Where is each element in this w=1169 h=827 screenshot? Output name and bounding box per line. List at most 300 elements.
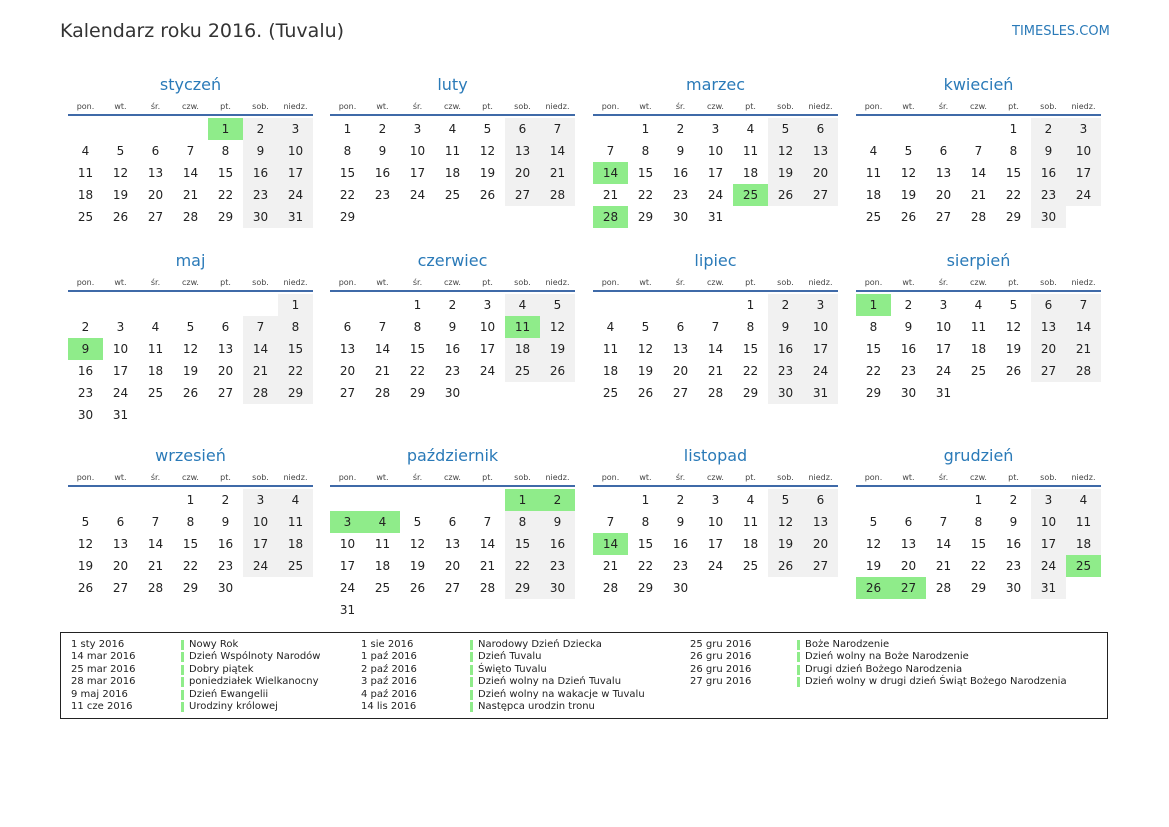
week-row [593, 360, 838, 382]
day-cell: 21 [147, 559, 164, 573]
day-cell: 13 [112, 537, 129, 551]
week-row [330, 382, 575, 404]
empty-day [505, 599, 540, 621]
weekday-label: śr. [412, 101, 423, 111]
holiday-name-text: Dzień wolny na Boże Narodzenie [805, 651, 969, 663]
day-cell: 3 [483, 298, 492, 312]
day-cell: 1 [208, 118, 243, 140]
day-cell: 10 [409, 144, 426, 158]
day-cell: 6 [676, 320, 685, 334]
day-cell: 10 [1066, 140, 1101, 162]
month-block [593, 443, 838, 599]
empty-day [926, 489, 961, 511]
day-cell: 19 [112, 188, 129, 202]
day-cell: 28 [182, 210, 199, 224]
day-cell: 26 [637, 386, 654, 400]
day-cell: 15 [217, 166, 234, 180]
day-cell: 21 [374, 364, 391, 378]
empty-day [856, 489, 891, 511]
day-cell: 10 [707, 144, 724, 158]
holiday-marker [470, 652, 473, 662]
day-cell: 29 [505, 577, 540, 599]
holiday-date: 1 sie 2016 [361, 639, 414, 650]
weekday-header [856, 469, 1101, 487]
weekday-label: czw. [182, 277, 199, 287]
day-cell: 1 [641, 493, 650, 507]
day-cell: 1 [278, 294, 313, 316]
weekday-label: pon. [338, 472, 357, 482]
holiday-name [470, 676, 645, 688]
day-cell: 30 [768, 382, 803, 404]
day-cell: 23 [444, 364, 461, 378]
holiday-date: 27 gru 2016 [690, 676, 752, 688]
day-cell: 28 [970, 210, 987, 224]
week-row [593, 294, 838, 316]
day-cell: 17 [935, 342, 952, 356]
day-cell: 27 [505, 184, 540, 206]
weekday-label: pon. [864, 472, 883, 482]
day-cell: 6 [803, 489, 838, 511]
weekday-label: sob. [514, 472, 531, 482]
empty-day [593, 489, 628, 511]
day-cell: 27 [1031, 360, 1066, 382]
week-row [68, 404, 313, 426]
day-cell: 25 [733, 184, 768, 206]
empty-day [961, 118, 996, 140]
day-cell: 22 [1005, 188, 1022, 202]
weekday-label: śr. [675, 101, 686, 111]
day-cell: 7 [606, 144, 615, 158]
week-row [593, 555, 838, 577]
holiday-name-text: Dzień Wspólnoty Narodów [189, 651, 321, 663]
week-row [856, 316, 1101, 338]
day-cell: 30 [243, 206, 278, 228]
day-cell: 7 [711, 320, 720, 334]
week-row [856, 511, 1101, 533]
day-cell: 31 [803, 382, 838, 404]
week-row [330, 511, 575, 533]
day-cell: 19 [479, 166, 496, 180]
day-cell: 20 [217, 364, 234, 378]
day-cell: 12 [637, 342, 654, 356]
empty-day [330, 294, 365, 316]
empty-day [1031, 382, 1066, 404]
empty-day [540, 382, 575, 404]
week-row [593, 338, 838, 360]
empty-day [505, 382, 540, 404]
weekday-label: czw. [707, 101, 724, 111]
weekday-label: pt. [1008, 277, 1019, 287]
day-cell: 8 [974, 515, 983, 529]
weekday-label: sob. [777, 277, 794, 287]
day-cell: 4 [151, 320, 160, 334]
holiday-name [797, 676, 1067, 688]
month-name: luty [437, 75, 468, 94]
empty-day [243, 577, 278, 599]
week-row [593, 184, 838, 206]
day-cell: 2 [1031, 118, 1066, 140]
day-cell: 9 [68, 338, 103, 360]
holiday-date: 9 maj 2016 [71, 688, 128, 700]
day-cell: 23 [1031, 184, 1066, 206]
week-row [856, 577, 1101, 599]
empty-day [138, 404, 173, 426]
holiday-date: 26 gru 2016 [690, 663, 752, 675]
day-cell: 20 [505, 162, 540, 184]
weekday-label: sob. [514, 277, 531, 287]
day-cell: 22 [505, 555, 540, 577]
day-cell: 27 [891, 577, 926, 599]
day-cell: 26 [112, 210, 129, 224]
day-cell: 21 [182, 188, 199, 202]
day-cell: 18 [374, 559, 391, 573]
empty-day [698, 577, 733, 599]
day-cell: 26 [900, 210, 917, 224]
day-cell: 25 [278, 555, 313, 577]
empty-day [733, 577, 768, 599]
weekday-label: wt. [639, 277, 652, 287]
weekday-label: pt. [1008, 472, 1019, 482]
day-cell: 6 [116, 515, 125, 529]
empty-day [891, 489, 926, 511]
day-cell: 23 [900, 364, 917, 378]
week-row [68, 118, 313, 140]
weekday-label: sob. [252, 277, 269, 287]
empty-day [856, 118, 891, 140]
empty-day [243, 404, 278, 426]
week-row [68, 140, 313, 162]
day-cell: 25 [147, 386, 164, 400]
holiday-date: 11 cze 2016 [71, 700, 133, 712]
weekday-label: wt. [114, 472, 127, 482]
day-cell: 5 [904, 144, 913, 158]
day-cell: 27 [147, 210, 164, 224]
week-row [68, 489, 313, 511]
day-cell: 11 [602, 342, 619, 356]
empty-day [1066, 206, 1101, 228]
day-cell: 7 [939, 515, 948, 529]
day-cell: 11 [505, 316, 540, 338]
month-block [856, 443, 1101, 599]
weekday-label: sob. [252, 101, 269, 111]
empty-day [365, 489, 400, 511]
day-cell: 11 [77, 166, 94, 180]
weekday-label: pon. [76, 101, 95, 111]
day-cell: 4 [505, 294, 540, 316]
day-cell: 4 [81, 144, 90, 158]
day-cell: 2 [540, 489, 575, 511]
week-row [593, 577, 838, 599]
weekday-label: śr. [150, 472, 161, 482]
day-cell: 17 [707, 166, 724, 180]
day-cell: 11 [970, 320, 987, 334]
holiday-name-text: Dzień wolny na wakacje w Tuvalu [478, 688, 645, 700]
holiday-name-text: Nowy Rok [189, 639, 239, 650]
weekday-label: niedz. [283, 277, 308, 287]
empty-day [961, 382, 996, 404]
weekday-label: pt. [220, 472, 231, 482]
day-cell: 27 [672, 386, 689, 400]
day-cell: 3 [711, 122, 720, 136]
day-cell: 17 [1066, 162, 1101, 184]
holiday-name-text: Narodowy Dzień Dziecka [478, 639, 602, 650]
holiday-name [470, 701, 645, 713]
day-cell: 22 [637, 188, 654, 202]
weekday-header [68, 274, 313, 292]
day-cell: 14 [540, 140, 575, 162]
holiday-date: 2 paź 2016 [361, 663, 417, 675]
empty-day [470, 206, 505, 228]
weekday-label: niedz. [545, 277, 570, 287]
day-cell: 3 [939, 298, 948, 312]
day-cell: 10 [935, 320, 952, 334]
day-cell: 2 [378, 122, 387, 136]
day-cell: 9 [243, 140, 278, 162]
day-cell: 5 [186, 320, 195, 334]
weekday-label: śr. [675, 277, 686, 287]
empty-day [138, 118, 173, 140]
week-row [68, 184, 313, 206]
day-cell: 10 [803, 316, 838, 338]
weekday-label: pt. [745, 277, 756, 287]
empty-day [278, 404, 313, 426]
empty-day [470, 382, 505, 404]
day-cell: 30 [77, 408, 94, 422]
day-cell: 23 [672, 188, 689, 202]
day-cell: 5 [768, 118, 803, 140]
weekday-label: pon. [601, 101, 620, 111]
day-cell: 11 [742, 144, 759, 158]
holiday-marker [470, 677, 473, 687]
weekday-label: niedz. [808, 472, 833, 482]
day-cell: 5 [768, 489, 803, 511]
month-name: maj [175, 251, 206, 270]
empty-day [365, 206, 400, 228]
day-cell: 7 [186, 144, 195, 158]
holiday-name [797, 639, 1067, 651]
day-cell: 10 [243, 511, 278, 533]
day-cell: 24 [278, 184, 313, 206]
month-block [330, 248, 575, 404]
day-cell: 18 [742, 166, 759, 180]
empty-day [400, 489, 435, 511]
week-row [330, 489, 575, 511]
day-cell: 19 [865, 559, 882, 573]
day-cell: 22 [339, 188, 356, 202]
month-name: marzec [685, 75, 745, 94]
holiday-name [797, 651, 1067, 663]
day-cell: 15 [637, 166, 654, 180]
holiday-name [470, 689, 645, 701]
week-row [856, 382, 1101, 404]
day-cell: 5 [1009, 298, 1018, 312]
week-row [330, 360, 575, 382]
day-cell: 10 [112, 342, 129, 356]
holiday-name-text: Dzień Tuvalu [478, 651, 542, 663]
day-cell: 20 [803, 533, 838, 555]
day-cell: 18 [602, 364, 619, 378]
holiday-date: 14 lis 2016 [361, 700, 417, 712]
day-cell: 8 [413, 320, 422, 334]
day-cell: 3 [330, 511, 365, 533]
holiday-marker [470, 640, 473, 650]
empty-day [400, 599, 435, 621]
day-cell: 16 [540, 533, 575, 555]
weekday-label: sob. [252, 472, 269, 482]
weekday-label: pt. [745, 472, 756, 482]
day-cell: 17 [243, 533, 278, 555]
day-cell: 6 [221, 320, 230, 334]
week-row [856, 360, 1101, 382]
day-cell: 11 [278, 511, 313, 533]
weekday-label: wt. [114, 277, 127, 287]
day-cell: 6 [505, 118, 540, 140]
month-name: styczeń [159, 75, 222, 94]
weekday-label: pon. [864, 101, 883, 111]
holiday-date: 3 paź 2016 [361, 676, 417, 688]
week-row [330, 118, 575, 140]
day-cell: 13 [147, 166, 164, 180]
day-cell: 1 [343, 122, 352, 136]
day-cell: 30 [1031, 206, 1066, 228]
empty-day [138, 294, 173, 316]
day-cell: 28 [540, 184, 575, 206]
weekday-label: pon. [338, 101, 357, 111]
week-row [68, 360, 313, 382]
legend-dates [361, 639, 417, 713]
weekday-label: pt. [220, 277, 231, 287]
day-cell: 13 [803, 140, 838, 162]
day-cell: 10 [479, 320, 496, 334]
empty-day [103, 118, 138, 140]
week-row [856, 140, 1101, 162]
holiday-marker [797, 640, 800, 650]
day-cell: 21 [935, 559, 952, 573]
day-cell: 25 [444, 188, 461, 202]
weekday-label: śr. [938, 101, 949, 111]
day-cell: 31 [339, 603, 356, 617]
empty-day [103, 294, 138, 316]
day-cell: 26 [409, 581, 426, 595]
day-cell: 5 [869, 515, 878, 529]
day-cell: 19 [900, 188, 917, 202]
week-row [593, 206, 838, 228]
holiday-date: 25 mar 2016 [71, 663, 136, 675]
empty-day [103, 489, 138, 511]
weekday-label: pt. [1008, 101, 1019, 111]
day-cell: 9 [768, 316, 803, 338]
day-cell: 16 [444, 342, 461, 356]
month-name: lipiec [694, 251, 737, 270]
weekday-label: niedz. [1071, 101, 1096, 111]
weekday-label: pon. [601, 472, 620, 482]
day-cell: 13 [444, 537, 461, 551]
day-cell: 7 [540, 118, 575, 140]
day-cell: 29 [742, 386, 759, 400]
day-cell: 11 [742, 515, 759, 529]
day-cell: 24 [1066, 184, 1101, 206]
day-cell: 5 [81, 515, 90, 529]
legend-dates [71, 639, 136, 713]
day-cell: 30 [540, 577, 575, 599]
week-row [856, 294, 1101, 316]
month-block [68, 443, 313, 599]
day-cell: 20 [672, 364, 689, 378]
weekday-label: śr. [412, 472, 423, 482]
day-cell: 26 [182, 386, 199, 400]
day-cell: 2 [448, 298, 457, 312]
week-row [330, 555, 575, 577]
day-cell: 15 [742, 342, 759, 356]
day-cell: 9 [1009, 515, 1018, 529]
week-row [330, 533, 575, 555]
day-cell: 14 [707, 342, 724, 356]
day-cell: 8 [343, 144, 352, 158]
holiday-name-text: Święto Tuvalu [478, 663, 547, 675]
day-cell: 4 [448, 122, 457, 136]
week-row [593, 162, 838, 184]
empty-day [768, 577, 803, 599]
weekday-label: czw. [444, 277, 461, 287]
weekday-label: pt. [482, 277, 493, 287]
day-cell: 16 [672, 166, 689, 180]
day-cell: 2 [1009, 493, 1018, 507]
day-cell: 3 [803, 294, 838, 316]
empty-day [470, 489, 505, 511]
day-cell: 9 [904, 320, 913, 334]
site-link[interactable]: TIMESLES.COM [1012, 24, 1110, 39]
weekday-label: wt. [902, 472, 915, 482]
weekday-label: wt. [376, 101, 389, 111]
legend-dates [690, 639, 751, 689]
day-cell: 22 [865, 364, 882, 378]
day-cell: 8 [869, 320, 878, 334]
day-cell: 12 [77, 537, 94, 551]
day-cell: 6 [343, 320, 352, 334]
weekday-label: niedz. [283, 101, 308, 111]
day-cell: 29 [865, 386, 882, 400]
day-cell: 11 [865, 166, 882, 180]
day-cell: 29 [278, 382, 313, 404]
week-row [856, 118, 1101, 140]
holiday-name [470, 651, 645, 663]
day-cell: 30 [672, 210, 689, 224]
holiday-name [181, 651, 320, 663]
day-cell: 23 [768, 360, 803, 382]
empty-day [628, 294, 663, 316]
day-cell: 21 [243, 360, 278, 382]
month-name: sierpień [946, 251, 1011, 270]
weekday-header [593, 274, 838, 292]
day-cell: 25 [602, 386, 619, 400]
day-cell: 26 [768, 555, 803, 577]
legend-names [797, 639, 1067, 689]
weekday-label: pon. [76, 277, 95, 287]
day-cell: 27 [217, 386, 234, 400]
weekday-label: czw. [970, 277, 987, 287]
day-cell: 31 [112, 408, 129, 422]
day-cell: 2 [221, 493, 230, 507]
weekday-label: czw. [970, 472, 987, 482]
day-cell: 16 [1005, 537, 1022, 551]
weekday-label: czw. [970, 101, 987, 111]
empty-day [435, 206, 470, 228]
weekday-label: czw. [707, 472, 724, 482]
week-row [330, 162, 575, 184]
empty-day [208, 294, 243, 316]
empty-day [138, 489, 173, 511]
day-cell: 3 [243, 489, 278, 511]
